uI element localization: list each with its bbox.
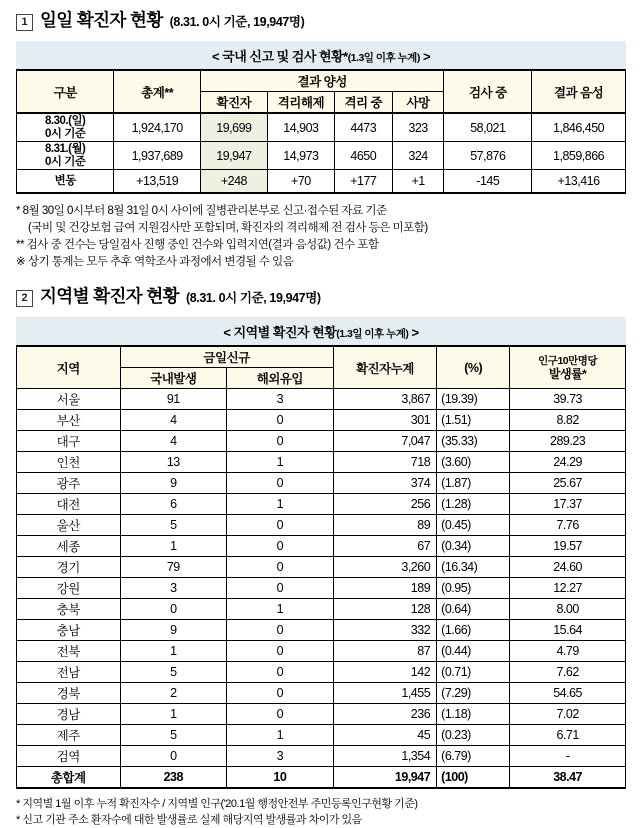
cell-percent: (35.33) (437, 431, 510, 452)
cell-isolating-change: +177 (334, 170, 392, 194)
table-1-caption-main: < 국내 신고 및 검사 현황* (211, 49, 348, 64)
cell-domestic: 13 (120, 452, 227, 473)
cell-cumulative: 67 (333, 536, 437, 557)
table-row (17, 725, 626, 746)
cell-domestic: 3 (120, 578, 227, 599)
table-row (17, 515, 626, 536)
cell-percent-total: (100) (437, 767, 510, 789)
cell-domestic: 1 (120, 536, 227, 557)
regional-confirmed-table (16, 345, 626, 789)
cell-cumulative: 89 (333, 515, 437, 536)
cell-rate: 24.29 (510, 452, 626, 473)
note-2: (국비 및 건강보험 급여 지원검사만 포함되며, 확진자의 격리해제 전 검사 등은 미포함) (28, 222, 428, 234)
cell-percent: (16.34) (437, 557, 510, 578)
table-2-caption-end: > (408, 325, 419, 340)
cell-region: 서울 (17, 389, 121, 410)
cell-region: 전북 (17, 641, 121, 662)
cell-imported: 0 (227, 410, 334, 431)
cell-imported: 0 (227, 578, 334, 599)
table-2-header-row-1 (17, 346, 626, 368)
cell-rate: 12.27 (510, 578, 626, 599)
cell-cumulative: 301 (333, 410, 437, 431)
cell-negative-0830: 1,846,450 (532, 113, 626, 142)
cell-rate: 7.02 (510, 704, 626, 725)
cell-confirmed-0830: 19,699 (200, 113, 267, 142)
th-percent: (%) (437, 346, 510, 389)
cell-confirmed-0831: 19,947 (200, 142, 267, 170)
cell-region: 대전 (17, 494, 121, 515)
regional-table-body (17, 389, 626, 789)
cell-rate: 24.60 (510, 557, 626, 578)
cell-rate: 54.65 (510, 683, 626, 704)
table-1-caption (16, 41, 626, 69)
table-row-change (17, 170, 626, 194)
daily-confirmed-table (16, 69, 626, 194)
cell-region: 충북 (17, 599, 121, 620)
cell-cumulative-total: 19,947 (333, 767, 437, 789)
th-today-group: 금일신규 (120, 346, 333, 368)
cell-region: 경기 (17, 557, 121, 578)
table-row (17, 452, 626, 473)
cell-rate-total: 38.47 (510, 767, 626, 789)
table-row (17, 683, 626, 704)
cell-domestic: 5 (120, 725, 227, 746)
cell-region: 인천 (17, 452, 121, 473)
cell-percent: (0.34) (437, 536, 510, 557)
cell-imported: 0 (227, 515, 334, 536)
cell-domestic: 5 (120, 515, 227, 536)
cell-cumulative: 87 (333, 641, 437, 662)
cell-region: 울산 (17, 515, 121, 536)
section-1-heading (16, 0, 626, 32)
table-row (17, 142, 626, 170)
th-rate (510, 346, 626, 389)
cell-imported: 0 (227, 704, 334, 725)
cell-imported-total: 10 (227, 767, 334, 789)
cell-cumulative: 3,260 (333, 557, 437, 578)
cell-cumulative: 128 (333, 599, 437, 620)
cell-cumulative: 236 (333, 704, 437, 725)
cell-total-0831: 1,937,689 (114, 142, 200, 170)
table-row (17, 746, 626, 767)
th-negative: 결과 음성 (532, 70, 626, 113)
cell-percent: (0.71) (437, 662, 510, 683)
th-isolating: 격리 중 (334, 92, 392, 114)
cell-imported: 3 (227, 389, 334, 410)
cell-domestic: 79 (120, 557, 227, 578)
cell-testing-change: -145 (444, 170, 532, 194)
note-4: ※ 상기 통계는 모두 추후 역학조사 과정에서 변경될 수 있음 (16, 256, 294, 268)
cell-cumulative: 189 (333, 578, 437, 599)
cell-cumulative: 718 (333, 452, 437, 473)
section-2-title: 지역별 확진자 현황 (40, 286, 179, 306)
cell-region: 검역 (17, 746, 121, 767)
cell-imported: 0 (227, 620, 334, 641)
section-2-notes (16, 796, 626, 828)
cell-region: 경북 (17, 683, 121, 704)
cell-imported: 0 (227, 557, 334, 578)
cell-testing-0831: 57,876 (444, 142, 532, 170)
cell-rate: 7.76 (510, 515, 626, 536)
cell-domestic: 4 (120, 410, 227, 431)
section-1-subtitle: (8.31. 0시 기준, 19,947명) (169, 15, 305, 29)
note-6: * 신고 기관 주소 환자수에 대한 발생률로 실제 해당지역 발생률과 차이가 있음 (16, 814, 362, 826)
table-row (17, 410, 626, 431)
cell-region-total: 총합계 (17, 767, 121, 789)
cell-percent: (0.95) (437, 578, 510, 599)
row-label-0830-line1: 8.30.(일) (45, 115, 86, 127)
cell-region: 세종 (17, 536, 121, 557)
cell-confirmed-change: +248 (200, 170, 267, 194)
cell-percent: (1.66) (437, 620, 510, 641)
table-row (17, 494, 626, 515)
section-2-subtitle: (8.31. 0시 기준, 19,947명) (185, 291, 321, 305)
cell-imported: 1 (227, 494, 334, 515)
cell-percent: (0.23) (437, 725, 510, 746)
section-1-title: 일일 확진자 현황 (40, 10, 163, 30)
th-gubun: 구분 (17, 70, 114, 113)
cell-imported: 0 (227, 536, 334, 557)
cell-percent: (1.18) (437, 704, 510, 725)
table-row-total (17, 767, 626, 789)
th-confirmed: 확진자 (200, 92, 267, 114)
cell-imported: 0 (227, 431, 334, 452)
table-row (17, 536, 626, 557)
cell-imported: 1 (227, 452, 334, 473)
cell-region: 충남 (17, 620, 121, 641)
cell-cumulative: 332 (333, 620, 437, 641)
cell-rate: 19.57 (510, 536, 626, 557)
cell-cumulative: 256 (333, 494, 437, 515)
cell-rate: 39.73 (510, 389, 626, 410)
cell-rate: 8.82 (510, 410, 626, 431)
cell-rate: 15.64 (510, 620, 626, 641)
cell-imported: 1 (227, 599, 334, 620)
cell-imported: 0 (227, 473, 334, 494)
cell-cumulative: 1,455 (333, 683, 437, 704)
row-label-0831-line2: 0시 기준 (45, 155, 86, 168)
cell-imported: 3 (227, 746, 334, 767)
cell-total-0830: 1,924,170 (114, 113, 200, 142)
cell-negative-0831: 1,859,866 (532, 142, 626, 170)
cell-isolating-0830: 4473 (334, 113, 392, 142)
cell-percent: (0.45) (437, 515, 510, 536)
cell-total-change: +13,519 (114, 170, 200, 194)
th-testing: 검사 중 (444, 70, 532, 113)
cell-percent: (7.29) (437, 683, 510, 704)
row-label-0830-line2: 0시 기준 (45, 127, 86, 140)
cell-imported: 0 (227, 683, 334, 704)
cell-percent: (1.51) (437, 410, 510, 431)
cell-cumulative: 374 (333, 473, 437, 494)
th-domestic: 국내발생 (120, 368, 227, 389)
note-5: * 지역별 1월 이후 누적 확진자수 / 지역별 인구('20.1월 행정안전부 주민등록인구현황 기준) (16, 798, 418, 810)
cell-rate: 17.37 (510, 494, 626, 515)
cell-percent: (0.44) (437, 641, 510, 662)
cell-region: 전남 (17, 662, 121, 683)
table-row (17, 641, 626, 662)
cell-rate: 8.00 (510, 599, 626, 620)
cell-region: 부산 (17, 410, 121, 431)
table-row (17, 557, 626, 578)
table-row (17, 431, 626, 452)
section-2-number: 2 (16, 290, 33, 307)
table-row (17, 704, 626, 725)
cell-rate: 289.23 (510, 431, 626, 452)
row-label-0831-line1: 8.31.(월) (45, 143, 86, 155)
cell-isolating-0831: 4650 (334, 142, 392, 170)
cell-percent: (19.39) (437, 389, 510, 410)
th-death: 사망 (392, 92, 444, 114)
cell-rate: - (510, 746, 626, 767)
table-row (17, 389, 626, 410)
cell-region: 제주 (17, 725, 121, 746)
cell-region: 경남 (17, 704, 121, 725)
cell-imported: 0 (227, 641, 334, 662)
cell-percent: (3.60) (437, 452, 510, 473)
cell-percent: (1.87) (437, 473, 510, 494)
table-row (17, 599, 626, 620)
cell-cumulative: 7,047 (333, 431, 437, 452)
cell-rate: 4.79 (510, 641, 626, 662)
cell-domestic: 0 (120, 599, 227, 620)
cell-domestic: 2 (120, 683, 227, 704)
cell-region: 강원 (17, 578, 121, 599)
cell-region: 대구 (17, 431, 121, 452)
table-row (17, 473, 626, 494)
th-rate-line2: 발생률* (548, 366, 587, 381)
table-row (17, 113, 626, 142)
cell-death-0830: 323 (392, 113, 444, 142)
cell-percent: (6.79) (437, 746, 510, 767)
cell-domestic: 91 (120, 389, 227, 410)
section-1-notes (16, 203, 626, 271)
cell-negative-change: +13,416 (532, 170, 626, 194)
cell-domestic: 1 (120, 704, 227, 725)
cell-domestic: 9 (120, 620, 227, 641)
table-2-caption-main: < 지역별 확진자 현황 (223, 325, 337, 340)
th-positive-group: 결과 양성 (200, 70, 444, 92)
cell-rate: 6.71 (510, 725, 626, 746)
table-1-caption-end: > (419, 49, 431, 64)
row-label-change: 변동 (17, 170, 114, 194)
cell-imported: 0 (227, 662, 334, 683)
th-imported: 해외유입 (227, 368, 334, 389)
cell-region: 광주 (17, 473, 121, 494)
th-released: 격리해제 (267, 92, 334, 114)
table-row (17, 620, 626, 641)
cell-domestic: 4 (120, 431, 227, 452)
table-2-caption (16, 317, 626, 345)
note-1: * 8월 30일 0시부터 8월 31일 0시 사이에 질병관리본부로 신고·접수된 자료 기준 (16, 205, 387, 217)
table-row (17, 578, 626, 599)
cell-testing-0830: 58,021 (444, 113, 532, 142)
cell-domestic-total: 238 (120, 767, 227, 789)
th-total: 총계** (114, 70, 200, 113)
cell-cumulative: 142 (333, 662, 437, 683)
cell-domestic: 5 (120, 662, 227, 683)
note-3: ** 검사 중 건수는 당일검사 진행 중인 건수와 입력지연(결과 음성값) 건수 포함 (16, 239, 379, 251)
th-cumulative: 확진자누계 (333, 346, 437, 389)
th-rate-line1: 인구10만명당 (538, 354, 598, 367)
cell-domestic: 6 (120, 494, 227, 515)
cell-cumulative: 1,354 (333, 746, 437, 767)
cell-rate: 25.67 (510, 473, 626, 494)
section-1-number: 1 (16, 14, 33, 31)
cell-released-0830: 14,903 (267, 113, 334, 142)
row-label-0831 (17, 142, 114, 170)
section-2-heading (16, 271, 626, 308)
cell-rate: 7.62 (510, 662, 626, 683)
cell-imported: 1 (227, 725, 334, 746)
cell-domestic: 0 (120, 746, 227, 767)
cell-domestic: 1 (120, 641, 227, 662)
cell-cumulative: 45 (333, 725, 437, 746)
cell-percent: (1.28) (437, 494, 510, 515)
table-1-header-row-1 (17, 70, 626, 92)
cell-domestic: 9 (120, 473, 227, 494)
cell-death-0831: 324 (392, 142, 444, 170)
table-1-caption-small: (1.3일 이후 누계) (347, 52, 420, 64)
table-row (17, 662, 626, 683)
row-label-0830 (17, 113, 114, 142)
cell-cumulative: 3,867 (333, 389, 437, 410)
cell-released-0831: 14,973 (267, 142, 334, 170)
cell-released-change: +70 (267, 170, 334, 194)
cell-death-change: +1 (392, 170, 444, 194)
cell-percent: (0.64) (437, 599, 510, 620)
th-region: 지역 (17, 346, 121, 389)
table-2-caption-small: (1.3일 이후 누계) (336, 328, 409, 340)
